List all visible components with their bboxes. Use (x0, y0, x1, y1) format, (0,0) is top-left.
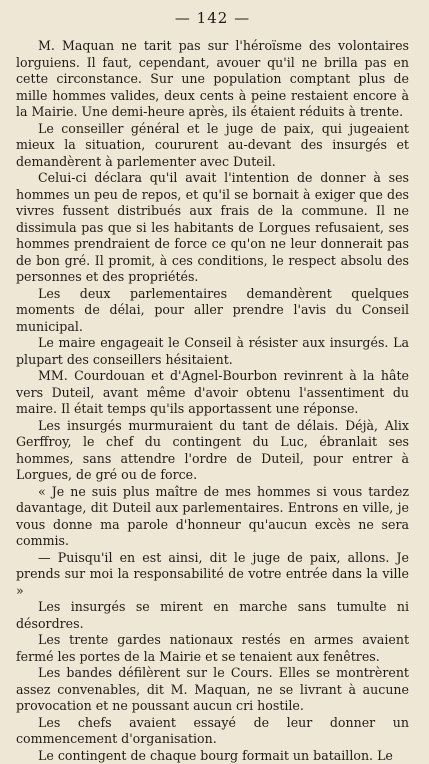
paragraph-5: Le maire engageait le Conseil à résister aux insurgés. La plupart des conseillers hésitaient. (16, 335, 409, 368)
page-number: — 142 — (16, 6, 409, 30)
paragraph-12: Les bandes défilèrent sur le Cours. Elles se montrèrent assez convenables, dit M. Maquan, ne se livrant à aucune provocation et ne poussant aucun cri hostile. (16, 665, 409, 715)
paragraph-4: Les deux parlementaires demandèrent quelques moments de délai, pour aller prendre l'avis du Conseil municipal. (16, 286, 409, 336)
paragraph-6: MM. Courdouan et d'Agnel-Bourbon revinrent à la hâte vers Duteil, avant même d'avoir obtenu l'assentiment du maire. Il était temps qu'ils apportassent une réponse. (16, 368, 409, 418)
paragraph-10: Les insurgés se mirent en marche sans tumulte ni désordres. (16, 599, 409, 632)
paragraph-3: Celui-ci déclara qu'il avait l'intention de donner à ses hommes un peu de repos, et qu'il se bornait à exiger que des vivres fussent distribués aux frais de la commune. Il ne dissimula pas que si les habitants de Lorgues refusaient, ses hommes prendraient de force ce qu'on ne leur donnerait pas de bon gré. Il promit, à ces conditions, le respect absolu des personnes et des propriétés. (16, 170, 409, 286)
paragraph-11: Les trente gardes nationaux restés en armes avaient fermé les portes de la Mairie et se tenaient aux fenêtres. (16, 632, 409, 665)
paragraph-2: Le conseiller général et le juge de paix, qui jugeaient mieux la situation, coururent au-devant des insurgés et demandèrent à parlementer avec Duteil. (16, 121, 409, 171)
paragraph-14: Le contingent de chaque bourg formait un bataillon. Le (16, 748, 409, 764)
paragraph-9: — Puisqu'il en est ainsi, dit le juge de paix, allons. Je prends sur moi la responsabilité de votre entrée dans la ville » (16, 550, 409, 600)
paragraph-8: « Je ne suis plus maître de mes hommes si vous tardez davantage, dit Duteil aux parlementaires. Entrons en ville, je vous donne ma parole d'honneur qu'aucun excès ne sera commis. (16, 484, 409, 550)
paragraph-13: Les chefs avaient essayé de leur donner un commencement d'organisation. (16, 715, 409, 748)
paragraph-7: Les insurgés murmuraient du tant de délais. Déjà, Alix Gerffroy, le chef du contingent du Luc, ébranlait ses hommes, sans attendre l'ordre de Duteil, pour entrer à Lorgues, de gré ou de force. (16, 418, 409, 484)
paragraph-1: M. Maquan ne tarit pas sur l'héroïsme des volontaires lorguiens. Il faut, cependant, avouer qu'il ne brilla pas en cette circonstance. Sur une population comptant plus de mille hommes valides, deux cents à peine restaient encore à la Mairie. Une demi-heure après, ils étaient réduits à trente. (16, 38, 409, 121)
